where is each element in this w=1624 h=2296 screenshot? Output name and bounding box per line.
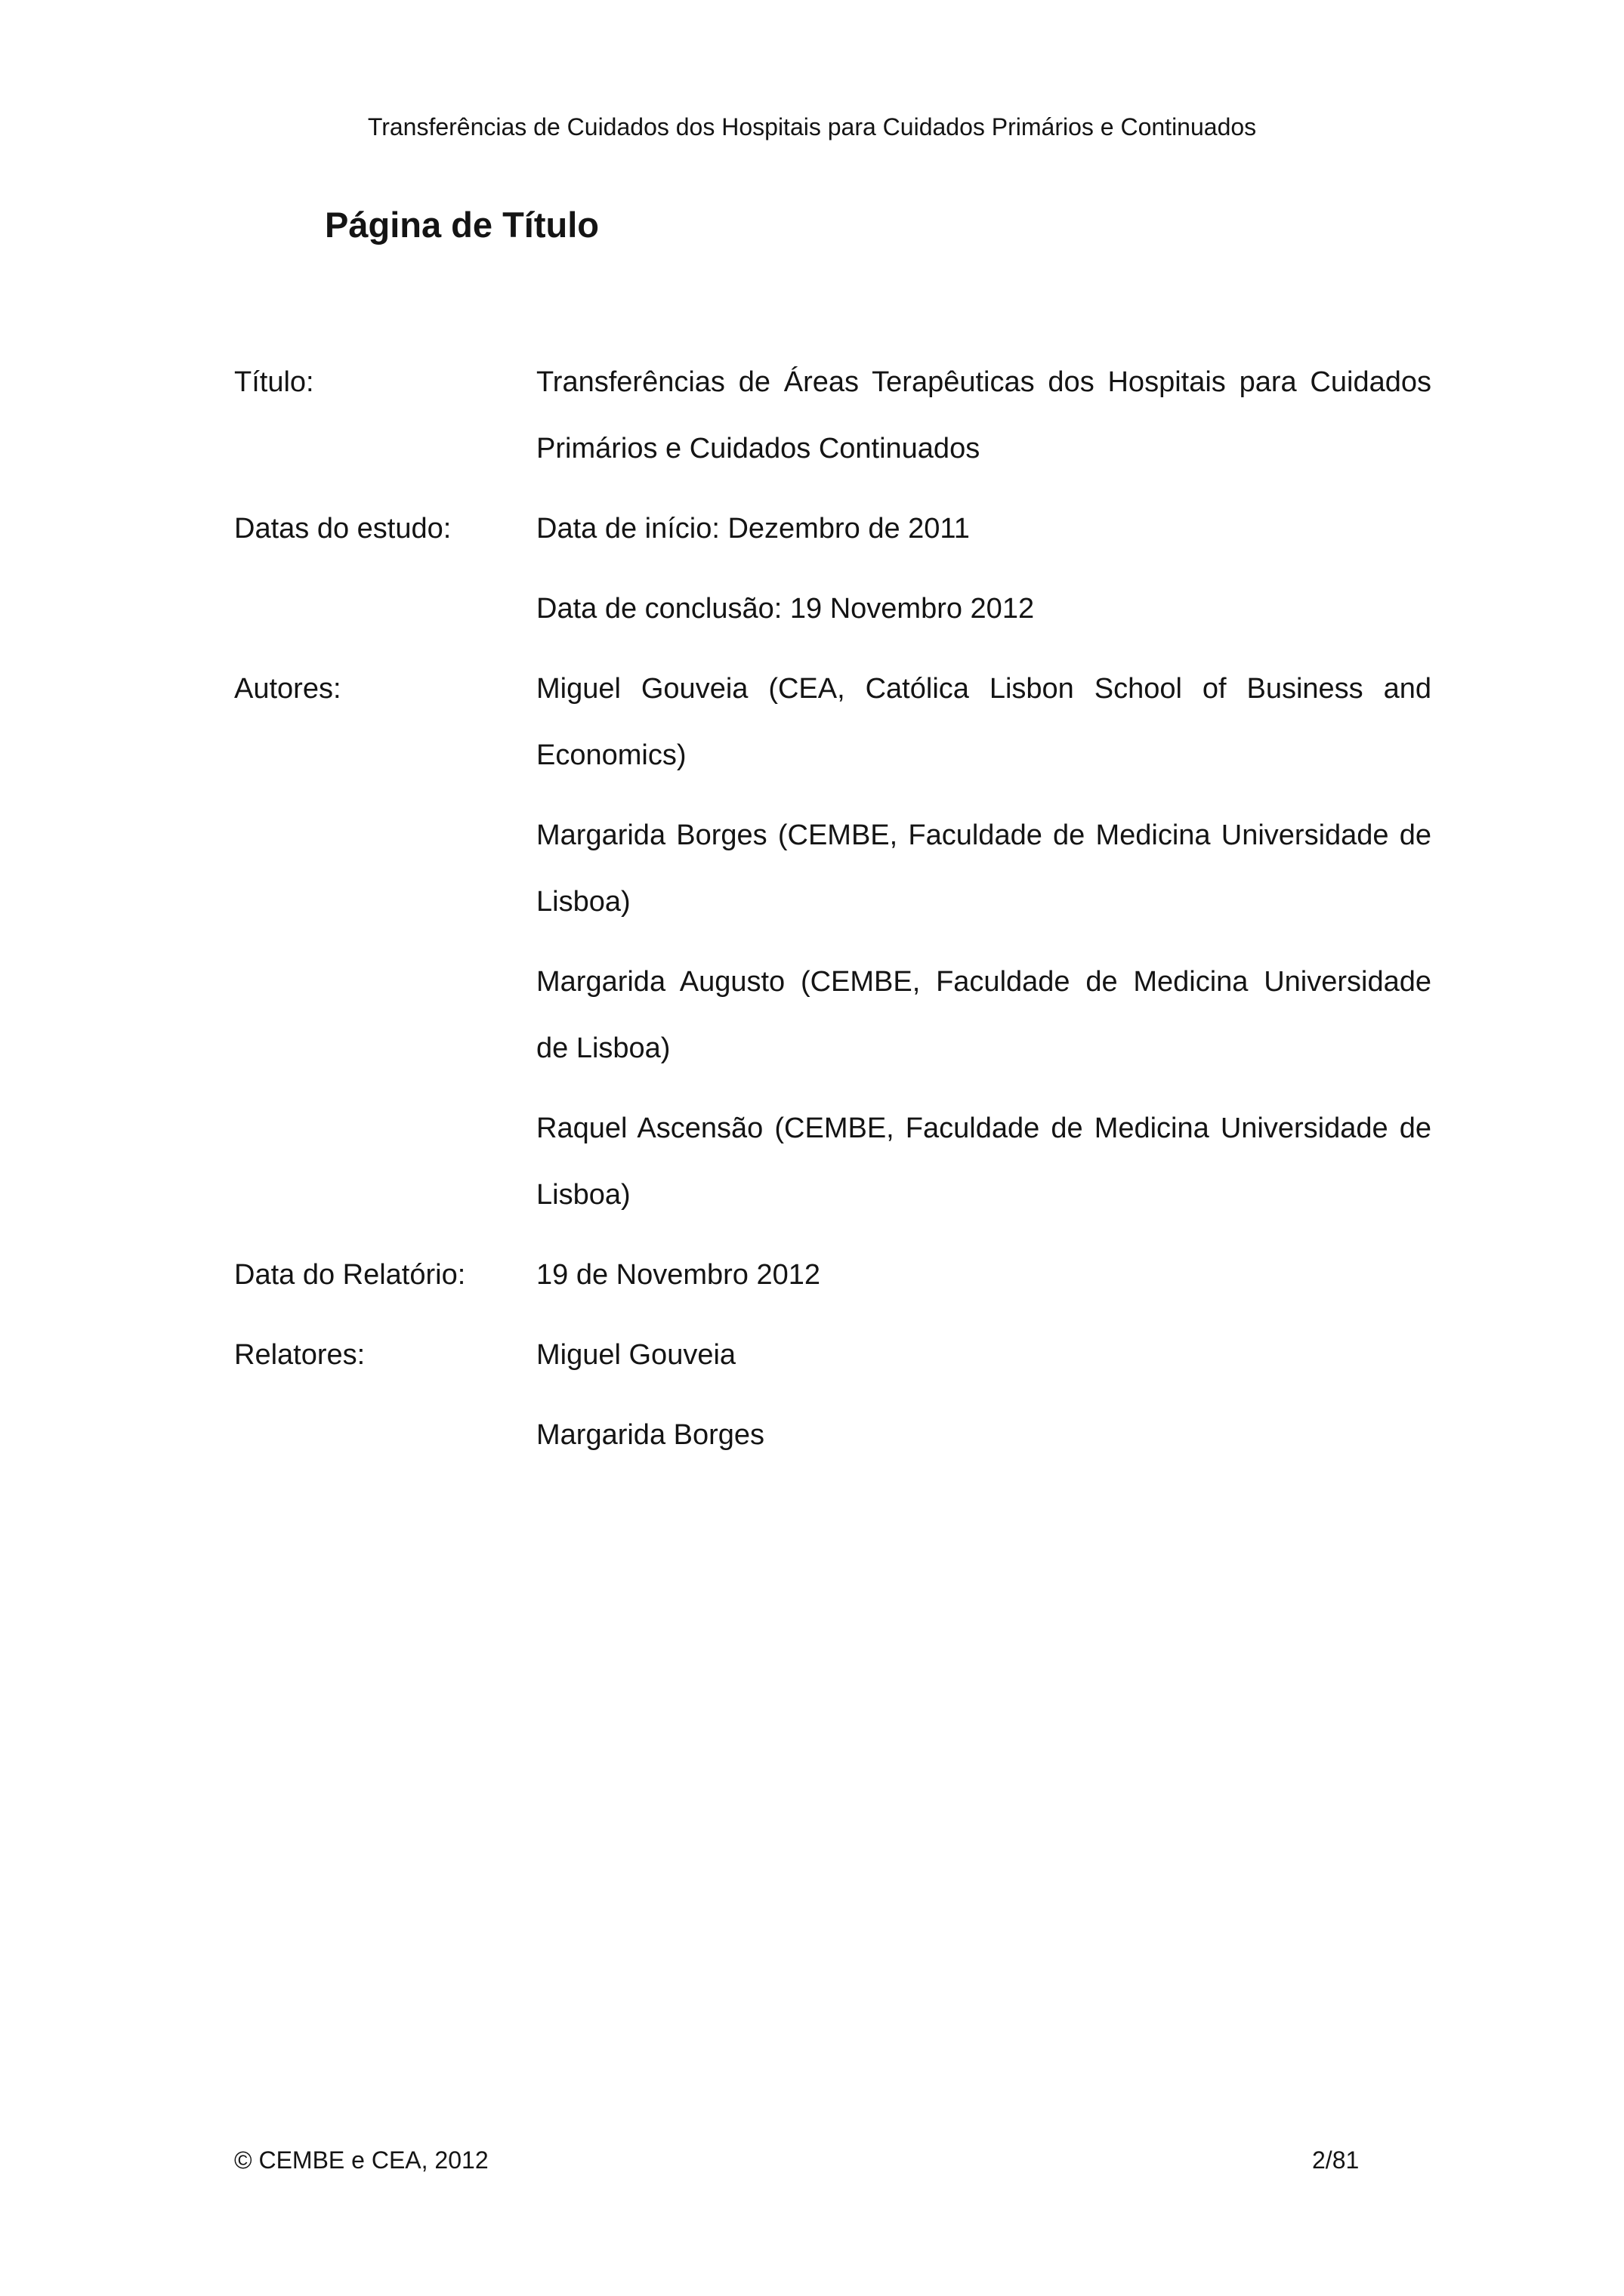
field-label-autores: Autores: (234, 673, 341, 705)
paragraph (536, 1095, 1431, 1228)
field-value-datas-do-estudo (536, 495, 1431, 656)
value-line: Miguel Gouveia (CEA, Católica Lisbon School of Business and (536, 673, 1431, 705)
section-heading: Página de Título (325, 205, 599, 245)
field-row-datas-do-estudo (234, 495, 1431, 656)
paragraph (536, 656, 1431, 788)
value-line: Margarida Borges (CEMBE, Faculdade de Medicina Universidade de (536, 819, 1431, 851)
paragraph (536, 802, 1431, 935)
paragraph (536, 1322, 1431, 1388)
value-line: Raquel Ascensão (CEMBE, Faculdade de Medicina Universidade de (536, 1113, 1431, 1144)
paragraph (536, 495, 1431, 562)
value-line: Economics) (536, 739, 687, 771)
value-line: 19 de Novembro 2012 (536, 1259, 821, 1291)
value-line: Margarida Augusto (CEMBE, Faculdade de Medicina Universidade (536, 966, 1431, 998)
field-row-titulo (234, 349, 1431, 495)
field-value-titulo (536, 349, 1431, 495)
field-label-titulo: Título: (234, 366, 314, 398)
value-line: de Lisboa) (536, 1032, 671, 1064)
field-row-autores (234, 656, 1431, 1242)
value-line: Miguel Gouveia (536, 1339, 736, 1371)
field-row-data-do-relatorio (234, 1242, 1431, 1322)
value-line: Data de conclusão: 19 Novembro 2012 (536, 593, 1035, 625)
value-line: Transferências de Áreas Terapêuticas dos Hospitais para Cuidados (536, 366, 1431, 398)
paragraph (536, 349, 1431, 482)
footer-page-number: 2/81 (1312, 2146, 1360, 2174)
field-value-data-do-relatorio (536, 1242, 1431, 1322)
value-line: Lisboa) (536, 1179, 631, 1211)
value-line: Lisboa) (536, 886, 631, 918)
field-label-relatores: Relatores: (234, 1339, 366, 1371)
paragraph (536, 1242, 1431, 1308)
field-value-autores (536, 656, 1431, 1242)
value-line: Margarida Borges (536, 1419, 765, 1451)
paragraph (536, 576, 1431, 642)
value-line: Primários e Cuidados Continuados (536, 433, 980, 464)
value-line: Data de início: Dezembro de 2011 (536, 513, 970, 545)
footer-copyright: © CEMBE e CEA, 2012 (234, 2146, 489, 2174)
field-value-relatores (536, 1322, 1431, 1482)
field-label-data-do-relatorio: Data do Relatório: (234, 1259, 466, 1291)
running-header: Transferências de Cuidados dos Hospitais para Cuidados Primários e Continuados (367, 113, 1257, 140)
title-page-fields (234, 349, 1431, 1482)
paragraph (536, 1402, 1431, 1468)
paragraph (536, 949, 1431, 1082)
field-label-datas-do-estudo: Datas do estudo: (234, 513, 452, 545)
field-row-relatores (234, 1322, 1431, 1482)
